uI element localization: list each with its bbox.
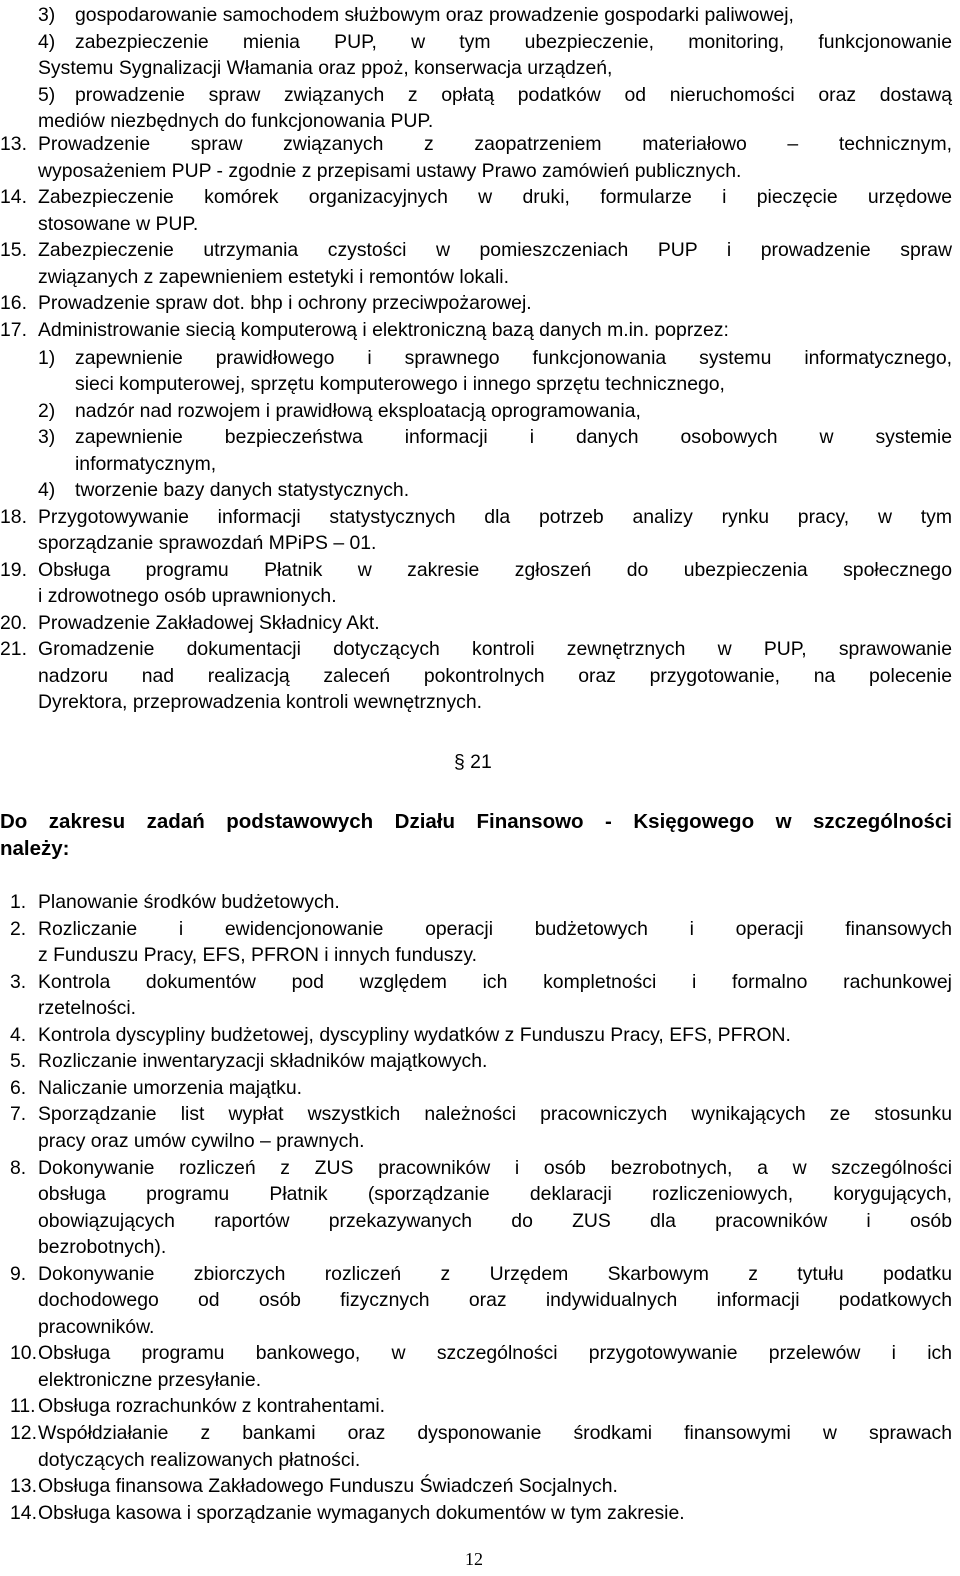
list-item-text: Systemu Sygnalizacji Włamania oraz ppoż, konserwacja urządzeń,: [38, 57, 613, 80]
list-item-number: 5.: [10, 1050, 27, 1073]
list-item-number: 15.: [0, 239, 27, 262]
list-item-text: Planowanie środków budżetowych.: [38, 891, 340, 913]
list-item-text: obowiązujących raportów przekazywanych do ZUS dla pracowników i osób: [38, 1209, 952, 1232]
list-item-text: Gromadzenie dokumentacji dotyczących kontroli zewnętrznych w PUP, sprawowanie: [38, 638, 952, 661]
list-item-text: zapewnienie bezpieczeństwa informacji i danych osobowych w systemie: [75, 426, 952, 449]
list-item-number: 2.: [10, 917, 27, 940]
list-item-number: 4): [38, 479, 56, 502]
list-item-text: informatycznym,: [75, 452, 217, 475]
section-mark: § 21: [454, 751, 492, 773]
list-item-text: zabezpieczenie mienia PUP, w tym ubezpieczenie, monitoring, funkcjonowanie: [75, 30, 952, 53]
list-item-number: 2): [38, 399, 56, 422]
list-item-text: Obsługa finansowa Zakładowego Funduszu Świadczeń Socjalnych.: [38, 1475, 618, 1498]
list-item-number: 1.: [10, 891, 27, 913]
list-item-text: stosowane w PUP.: [38, 212, 199, 235]
list-item-text: elektroniczne przesyłanie.: [38, 1368, 262, 1391]
list-item-text: mediów niezbędnych do funkcjonowania PUP.: [38, 110, 434, 133]
list-item-text: Dokonywanie rozliczeń z ZUS pracowników i osób bezrobotnych, a w szczególności: [38, 1156, 952, 1179]
page-number: 12: [465, 1549, 483, 1569]
list-item-text: Zabezpieczenie utrzymania czystości w pomieszczeniach PUP i prowadzenie spraw: [38, 239, 952, 262]
list-item-number: 8.: [10, 1156, 27, 1179]
list-item-text: sporządzanie sprawozdań MPiPS – 01.: [38, 532, 377, 555]
list-item-number: 10.: [10, 1342, 37, 1365]
list-item-text: Dyrektora, przeprowadzenia kontroli wewnętrznych.: [38, 691, 483, 714]
list-item-text: Kontrola dyscypliny budżetowej, dyscypliny wydatków z Funduszu Pracy, EFS, PFRON.: [38, 1023, 791, 1046]
list-item-text: Prowadzenie spraw związanych z zaopatrzeniem materiałowo – technicznym,: [38, 133, 952, 155]
list-item-text: z Funduszu Pracy, EFS, PFRON i innych funduszy.: [38, 944, 477, 967]
list-item-number: 5): [38, 83, 56, 106]
section-heading: Do zakresu zadań podstawowych Działu Finansowo - Księgowego w szczególności: [0, 810, 952, 833]
list-item-text: Prowadzenie spraw dot. bhp i ochrony przeciwpożarowej.: [38, 292, 532, 315]
list-item-number: 6.: [10, 1076, 27, 1099]
list-item-number: 12.: [10, 1422, 37, 1444]
list-item-number: 4): [38, 30, 56, 53]
list-item-text: Przygotowywanie informacji statystycznych dla potrzeb analizy rynku pracy, w tym: [38, 505, 952, 528]
list-item-text: Dokonywanie zbiorczych rozliczeń z Urzędem Skarbowym z tytułu podatku: [38, 1262, 952, 1285]
list-item-text: zapewnienie prawidłowego i sprawnego funkcjonowania systemu informatycznego,: [75, 346, 952, 369]
list-item-text: związanych z zapewnieniem estetyki i remontów lokali.: [38, 265, 509, 288]
list-item-number: 14.: [10, 1501, 37, 1524]
list-item-text: Rozliczanie inwentaryzacji składników majątkowych.: [38, 1050, 488, 1073]
list-item-number: 17.: [0, 318, 27, 341]
list-item-number: 1): [38, 346, 56, 369]
list-item-number: 3.: [10, 970, 27, 993]
list-item-text: pracowników.: [38, 1315, 155, 1338]
list-item-text: Prowadzenie Zakładowej Składnicy Akt.: [38, 611, 380, 634]
list-item-text: Współdziałanie z bankami oraz dysponowanie środkami finansowymi w sprawach: [38, 1422, 952, 1444]
list-item-number: 19.: [0, 558, 27, 581]
list-item-text: prowadzenie spraw związanych z opłatą podatków od nieruchomości oraz dostawą: [75, 83, 952, 106]
list-item-text: dotyczących realizowanych płatności.: [38, 1448, 361, 1471]
list-item-number: 13.: [10, 1475, 37, 1498]
list-item-number: 3): [38, 4, 56, 26]
list-item-text: gospodarowanie samochodem służbowym oraz prowadzenie gospodarki paliwowej,: [75, 4, 794, 26]
list-item-text: dochodowego od osób fizycznych oraz indywidualnych informacji podatkowych: [38, 1289, 952, 1312]
list-item-number: 16.: [0, 292, 27, 315]
list-item-number: 14.: [0, 186, 27, 209]
list-item-text: nadzoru nad realizacją zaleceń pokontrolnych oraz przygotowanie, na polecenie: [38, 664, 952, 687]
list-item-text: tworzenie bazy danych statystycznych.: [75, 479, 410, 502]
list-item-text: wyposażeniem PUP - zgodnie z przepisami ustawy Prawo zamówień publicznych.: [38, 159, 742, 182]
list-item-number: 7.: [10, 1103, 27, 1126]
list-item-text: obsługa programu Płatnik (sporządzanie deklaracji rozliczeniowych, korygujących,: [38, 1183, 952, 1206]
list-item-text: Obsługa rozrachunków z kontrahentami.: [38, 1395, 386, 1418]
list-item-text: Zabezpieczenie komórek organizacyjnych w druki, formularze i pieczęcie urzędowe: [38, 186, 952, 209]
list-item-number: 4.: [10, 1023, 27, 1046]
list-item-text: bezrobotnych).: [38, 1236, 167, 1259]
list-item-text: Obsługa programu bankowego, w szczególności przygotowywanie przelewów i ich: [38, 1342, 952, 1365]
list-item-text: Kontrola dokumentów pod względem ich kompletności i formalno rachunkowej: [38, 970, 952, 993]
list-item-text: Rozliczanie i ewidencjonowanie operacji budżetowych i operacji finansowych: [38, 917, 952, 940]
list-item-text: Obsługa programu Płatnik w zakresie zgłoszeń do ubezpieczenia społecznego: [38, 558, 952, 581]
list-item-text: Obsługa kasowa i sporządzanie wymaganych dokumentów w tym zakresie.: [38, 1501, 685, 1524]
list-item-text: sieci komputerowej, sprzętu komputerowego i innego sprzętu technicznego,: [75, 373, 725, 396]
list-item-number: 11.: [10, 1395, 36, 1418]
list-item-text: rzetelności.: [38, 997, 137, 1020]
list-item-text: i zdrowotnego osób uprawnionych.: [38, 585, 337, 608]
list-item-text: Sporządzanie list wypłat wszystkich należności pracowniczych wynikających ze stosunku: [38, 1103, 952, 1126]
section-heading: należy:: [0, 837, 70, 860]
list-item-text: nadzór nad rozwojem i prawidłową eksploatacją oprogramowania,: [75, 399, 641, 422]
list-item-number: 18.: [0, 505, 27, 528]
list-item-number: 20.: [0, 611, 27, 634]
list-item-number: 9.: [10, 1262, 27, 1285]
list-item-text: Naliczanie umorzenia majątku.: [38, 1076, 303, 1099]
list-item-number: 13.: [0, 133, 27, 155]
list-item-number: 3): [38, 426, 56, 449]
list-item-text: pracy oraz umów cywilno – prawnych.: [38, 1129, 365, 1152]
list-item-number: 21.: [0, 638, 27, 661]
list-item-text: Administrowanie siecią komputerową i elektroniczną bazą danych m.in. poprzez:: [38, 318, 729, 341]
